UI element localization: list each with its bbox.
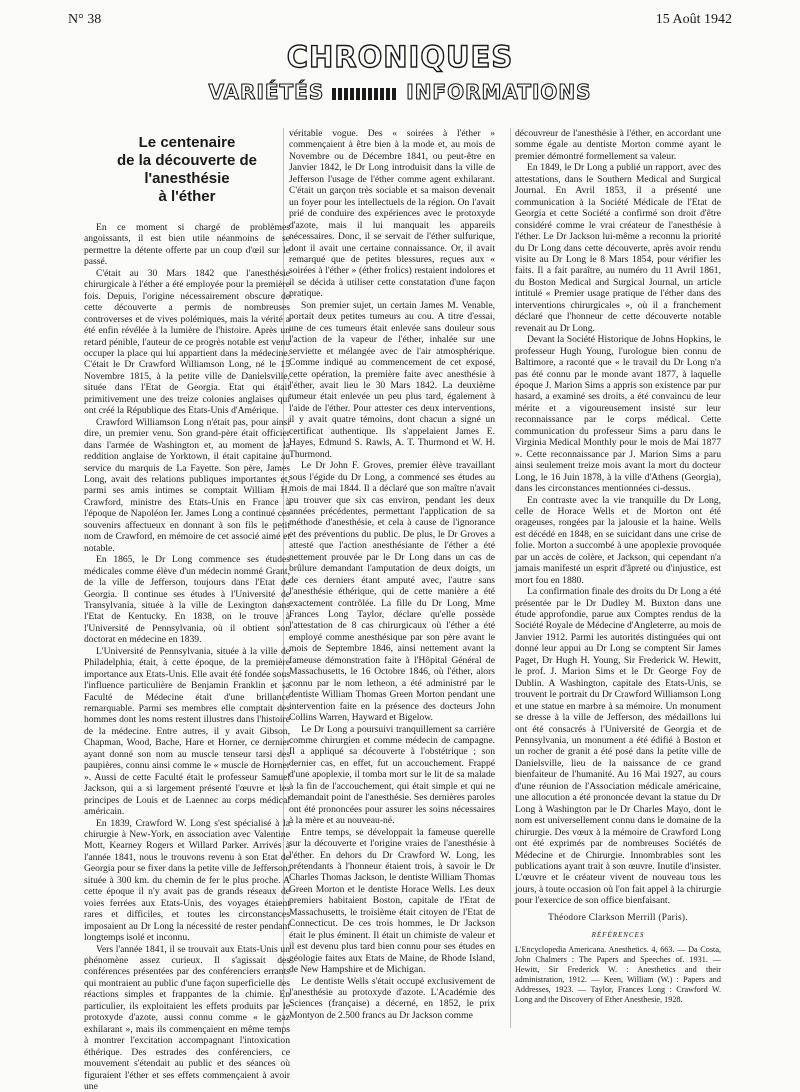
paragraph: En 1839, Crawford W. Long s'est spécialisé à la chirurgie à New-York, en association avec Valentine Mott, Kearney Rogers et Willard Parker. Arrivés à l'année 1841, nous le trouvons revenu à son Etat de Georgia pour se fixer dans la petite ville de Jefferson, située à 300 km. du chemin de fer le plus proche. A cette époque il n'y avait pas de grands réseaux de voies ferrées aux Etats-Unis, des voyages étaient rares et difficiles, et toutes les circonstances imposaient au Dr Long la nécessité de rester pendant longtemps isolé et inconnu.	[84, 817, 290, 944]
paragraph: Entre temps, se développait la fameuse querelle sur la découverte et l'origine vraies de l'anesthésie à l'éther. En dehors du Dr Crawford W. Long, les prétendants à l'honneur étaient trois, à savoir le Dr Charles Thomas Jackson, le dentiste William Thomas Green Morton et le dentiste Horace Wells. Les deux premiers habitaient Boston, capitale de l'Etat de Massachusetts, le troisième était citoyen de l'Etat de Connecticut. De ces trois hommes, le Dr Jackson était le plus éminent. Il était un chimiste de valeur et il est devenu plus tard bien connu pour ses études en géologie faites aux Etats de Maine, de Rhode Island, de New Hampshire et de Michigan.	[289, 826, 495, 976]
references-heading: RÉFÉRENCES	[591, 931, 645, 940]
paragraph: En 1849, le Dr Long a publié un rapport, avec des attestations, dans le Southern Medical and Surgical Journal. En Avril 1853, il a présenté une communication à la Société Médicale de l'Etat de Georgia et cette Société a confirmé son droit d'être considéré comme le vrai créateur de l'anesthésie à l'éther. Le Dr Jackson lui-même a reconnu la priorité du Dr Long dans cette découverte, après avoir rendu visite au Dr Long le 8 Mars 1854, pour vérifier les faits. Il a fait paraître, au numéro du 11 Avril 1861, du Boston Medical and Surgical Journal, un article intitulé « Premier usage pratique de l'éther dans des interventions chirurgicales », où il a franchement déclaré que l'honneur de cette découverte notable revenait au Dr Long.	[515, 162, 721, 334]
running-header	[68, 12, 732, 32]
paragraph: En 1865, le Dr Long commence ses études médicales comme élève d'un médecin nommé Grant, de la ville de Jefferson, toujours dans l'Etat de Georgia. Il continue ses études à l'Université de Transylvania, située à la ville de Lexington dans l'Etat de Kentucky. En 1838, on le trouve à l'Université de Pennsylvania, où il obtient son doctorat en médecine en 1839.	[84, 554, 290, 646]
paragraph: Le Dr John F. Groves, premier élève travaillant sous l'égide du Dr Long, a commencé ses études au mois de mai 1844. Il a déclaré que son maître n'avait pu trouver que six cas environ, pendant les deux années précédentes, permettant l'application de sa méthode d'anesthésie, et cela à cause de l'ignorance et des préventions du public. De plus, le Dr Groves a attesté que l'action anesthésiante de l'éther a été nettement prouvée par le Dr Long dans un cas de brûlure demandant l'amputation de deux doigts, un de ces derniers étant amputé avec, l'autre sans l'anesthésie éthérique, qui de cette manière a été exactement contrôlée. La fille du Dr Long, Mme Frances Long Taylor, déclare qu'elle possède l'attestation de 8 cas chirurgicaux où l'éther a été employé comme anesthésique par son père avant le mois de Septembre 1846, ainsi nettement avant la fameuse démonstration faite à l'Hôpital Général de Massachusetts, le 16 Octobre 1846, où l'éther, alors connu par le nom letheon, a été administré par le dentiste William Thomas Green Morton pendant une intervention faite en la présence des docteurs John Collins Warren, Hayward et Bigelow.	[289, 460, 495, 724]
title-line: à l'éther	[158, 188, 216, 205]
column-divider	[510, 128, 511, 1028]
paragraph: Le Dr Long a poursuivi tranquillement sa carrière comme chirurgien et comme médecin de campagne. Il a appliqué sa découverte à l'obstétrique ; son dernier cas, en effet, fut un accouchement. Frappé d'une apoplexie, il tomba mort sur le lit de sa malade à la fin de l'accouchement, qui était simple et qui ne demandait point de l'anesthésie. Ses dernières paroles ont été prononcées pour assurer les soins nécessaires à la mère et au nouveau-né.	[289, 723, 495, 827]
column-3	[515, 128, 721, 1005]
references-list: L'Encyclopedia Americana. Anesthetics. 4, 663. — Da Costa, John Chalmers : The Papers and Speeches of. 1931. — Hewitt, Sir Frederick W. : Anesthetics and their administration, 1912. — Keen, William (W.) : Papers and Addresses, 1923. — Taylor, Frances Long : Crawford W. Long and the Discovery of Ether Anesthesie, 1928.	[515, 944, 721, 1004]
paragraph: C'était au 30 Mars 1842 que l'anesthésie chirurgicale à l'éther a été employée pour la première fois. Depuis, l'origine nécessairement obscure de cette découverte a permis de nombreuses controverses et de vives polémiques, mais la vérité a été enfin révélée à la lumière de l'histoire. Après un retard pénible, l'auteur de ce progrès notable est venu occuper la place qui lui appartient dans la médecine. C'était le Dr Crawford Williamson Long, né le 15 Novembre 1815, à la petite ville de Danielsville, située dans l'Etat de Georgia. Etat qui était primitivement une des treize colonies anglaises qui ont créé la République des Etats-Unis d'Amérique.	[84, 267, 290, 417]
paragraph: La confirmation finale des droits du Dr Long a été présentée par le Dr Dudley M. Buxton dans une étude approfondie, parue aux Comptes rendus de la Société Royale de Médecine d'Angleterre, au mois de Janvier 1912. Parmi les autorités distinguées qui ont donné leur appui au Dr Long se comptent Sir James Paget, Dr Hugh H. Young, Sir Frederick W. Hewitt, le prof. J. Marion Sims et le Dr George Foy de Dublin. A Washington, capitale des Etats-Unis, se trouvent le portrait du Dr Crawford Williamson Long et une statue en marbre à sa mémoire. Un monument se dresse à la ville de Jefferson, des médaillons lui ont été consacrés à l'Université de Georgia et de Pennsylvania, un monument a été édifié à Boston et un rocher de granit a été posé dans la petite ville de Danielsville, lieu de la naissance de ce grand bienfaiteur de l'humanité. Au 16 Mai 1927, au cours d'une réunion de l'Association médicale américaine, une allocution a été prononcée devant la statue du Dr Long à Washington par le Dr Charles Mayo, dont le nom est universellement connu dans le domaine de la chirurgie. Des vœux à la mémoire de Crawford Long ont été exprimés par de nombreuses Sociétés de Médecine et de Chirurgie. Innombrables sont les publications ayant trait à son œuvre. Inutile d'insister. L'œuvre et le créateur vivent de nouveau tous les jours, à toute occasion où l'on fait appel à la chirurgie pour l'exercice de son office bienfaisant.	[515, 586, 721, 907]
paragraph: Son premier sujet, un certain James M. Venable, portait deux petites tumeurs au cou. A titre d'essai, une de ces tumeurs était enlevée sans douleur sous l'action de la vapeur de l'éther, inhalée sur une serviette et mélangée avec de l'air atmosphérique. Comme indiqué au commencement de cet exposé, cette opération, la première faite avec anesthésie à l'éther, avait lieu le 30 Mars 1842. La deuxième tumeur était enlevée un peu plus tard, également à l'aide de l'éther. Pour attester ces deux interventions, il y avait quatre témoins, dont chacun a signé un certificat authentique. Ils s'appelaient James E. Hayes, Edmund S. Rawls, A. T. Thurmond et W. H. Thurmond.	[289, 299, 495, 460]
ornament-icon	[332, 88, 398, 100]
column-2	[289, 128, 495, 1021]
title-line: de la découverte de l'anesthésie	[116, 152, 258, 187]
paragraph: Le dentiste Wells s'était occupé exclusivement de l'anesthésie au protoxyde d'azote. L'Académie des Sciences (française) a décerné, en 1852, le prix Montyon de 2.500 francs au Dr Jackson comme	[289, 975, 495, 1021]
paragraph: Devant la Société Historique de Johns Hopkins, le professeur Hugh Young, l'urologue bien connu de Baltimore, a raconté que « le travail du Dr Long n'a pas été connu par le monde avant 1877, à laquelle époque J. Marion Sims a appris son existence par pur hasard, a examiné ses droits, a été convaincu de leur mérite et a vigoureusement insisté sur leur reconnaissance par le corps médical. Cette communication du professeur Sims a paru dans le Virginia Medical Monthly pour le mois de Mai 1877 ». Cette reconnaissance par J. Marion Sims a paru ainsi seulement treize mois avant la mort du docteur Long, le 16 Juin 1878, à la ville d'Athens (Georgia), dans les circonstances mentionnées ci-dessus.	[515, 334, 721, 495]
paragraph: Crawford Williamson Long n'était pas, pour ainsi dire, un premier venu. Son grand-père était officier dans l'armée de Washington et, au moment de la reddition anglaise de Yorktown, il était capitaine au service du marquis de La Fayette. Son père, James Long, avait des relations publiques importantes et, parmi ses amis intimes se comptait William H. Crawford, ministre des Etats-Unis en France à l'époque de Napoléon Ier. James Long a continué ces souvenirs affectueux en donnant à son fils le petit nom de Crawford, en mémoire de cet associé aimé et notable.	[84, 416, 290, 554]
article-title	[84, 134, 290, 206]
title-line: Le centenaire	[138, 134, 236, 151]
masthead-left: VARIÉTÉS	[208, 80, 325, 104]
masthead-title: CHRONIQUES	[286, 40, 514, 74]
paragraph: L'Université de Pennsylvania, située à la ville de Philadelphia, était, à cette époque, de la première importance aux Etats-Unis. Elle avait été fondée sous l'influence particulière de Benjamin Franklin et sa Faculté de Médecine était d'une brillance remarquable. Parmi ses membres elle comptait des hommes dont les noms restent illustres dans l'histoire de la médecine. Entre autres, il y avait Gibson, Chapman, Wood, Bache, Hare et Horner, ce dernier ayant donné son nom au muscle tenseur tarsi des paupières, connu ainsi comme le « muscle de Horner ». Aussi de cette Faculté était le professeur Samuel Jackson, qui a si largement présenté l'œuvre et les principes de Louis et de Laennec au corps médical américain.	[84, 645, 290, 818]
column-1	[84, 134, 290, 1092]
masthead-subtitle	[0, 80, 800, 104]
paragraph: En ce moment si chargé de problèmes angoissants, il est bien utile néanmoins de se permettre la détente offerte par un coup d'œil sur le passé.	[84, 222, 290, 268]
paragraph: Vers l'année 1841, il se trouvait aux Etats-Unis un phénomène assez curieux. Il s'agissait des conférences présentées par des conférenciers errants qui montraient au public d'une façon superficielle des réactions simples et frappantes de la chimie. En particulier, ils exploitaient les effets produits par le protoxyde d'azote, aussi connu comme « le gaz exhilarant », mais ils commençaient en même temps à montrer l'excitation accompagnant l'intoxication éthérique. Des estrades des conférenciers, ce mouvement s'étendait au public et des séances où figuraient l'éther et ses effets commençaient à avoir une	[84, 943, 290, 1092]
author-signature: Théodore Clarkson Merrill (Paris).	[548, 912, 688, 923]
paragraph: En contraste avec la vie tranquille du Dr Long, celle de Horace Wells et de Morton ont été orageuses, rongées par la jalousie et la haine. Wells est décédé en 1848, en se suicidant dans une crise de folie. Morton a succombé à une apoplexie provoquée par un accès de colère, et Jackson, qui cependant n'a jamais manifesté un esprit d'âpreté ou d'injustice, est mort fou en 1880.	[515, 494, 721, 586]
issue-date: 15 Août 1942	[655, 12, 732, 27]
issue-number: N° 38	[68, 12, 102, 27]
paragraph: véritable vogue. Des « soirées à l'éther » commençaient à être bien à la mode et, au mois de Novembre ou de Décembre 1841, ou peut-être en Janvier 1842, le Dr Long introduisit dans la ville de Jefferson l'usage de l'éther comme agent exhilarant. C'était un garçon très sociable et sa maison devenait un foyer pour les intellectuels de la région. On l'avait prié de conduire des expériences avec le protoxyde d'azote, mais il lui manquait les appareils nécessaires. Donc, il se servait de l'éther sulfurique, dont il avait une certaine connaissance. Or, il avait remarqué que de petites blessures, reçues aux « soirées à l'éther » (éther frolics) restaient indolores et il se décida à utiliser cette constatation d'une façon pratique.	[289, 128, 495, 300]
masthead-right: INFORMATIONS	[406, 80, 592, 104]
paragraph: découvreur de l'anesthésie à l'éther, en accordant une somme égale au dentiste Morton comme ayant le premier démontré formellement sa valeur.	[515, 128, 721, 162]
